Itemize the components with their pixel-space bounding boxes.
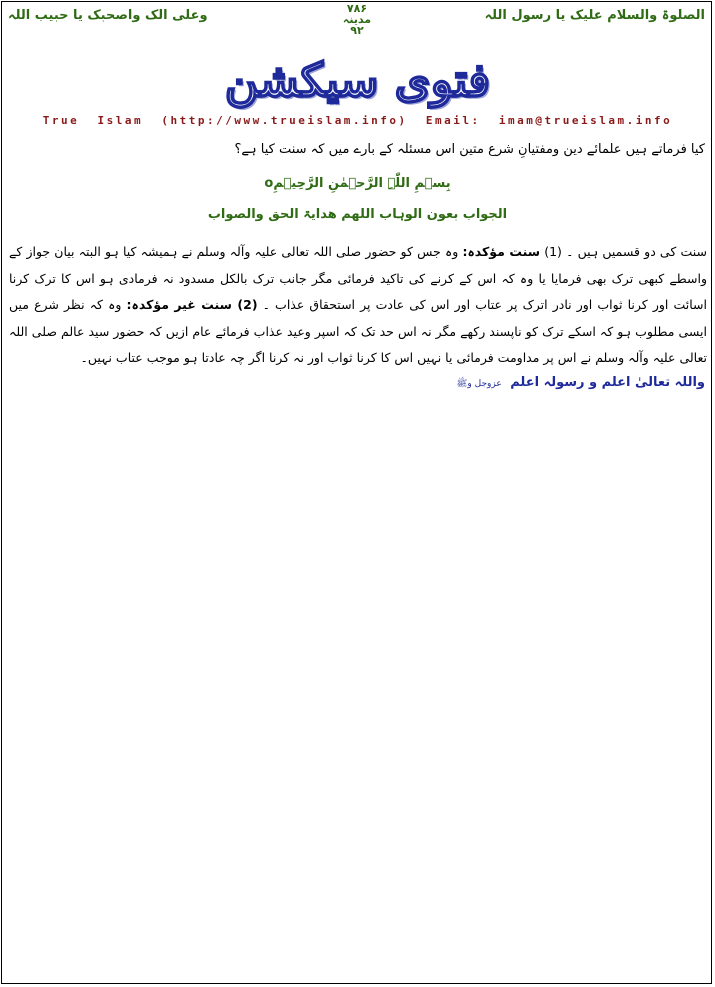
- page-number-bottom: ۹۲: [350, 24, 364, 37]
- page-number-mid: مدینہ: [342, 13, 372, 26]
- page-title: فتوی سیکشن: [224, 53, 491, 107]
- header-salutation-right: الصلوۃ والسلام علیک یا رسول اللہ: [484, 8, 705, 23]
- closing-line: [457, 375, 705, 391]
- answer-body: [9, 239, 707, 372]
- answer-heading: الجواب بعون الوہاب اللھم ھدایۃ الحق والصواب: [207, 207, 508, 222]
- site-email-line: True Islam (http://www.trueislam.info) Email: imam@trueislam.info: [42, 114, 673, 127]
- page-number: [330, 3, 384, 36]
- question-text: کیا فرماتے ہیں علمائے دین ومفتیانِ شرع متین اس مسئلہ کے بارے میں کہ سنت کیا ہے؟: [234, 142, 705, 157]
- answer-intro: سنت کی دو قسمیں ہیں ۔ (1): [540, 244, 707, 259]
- term-sunnat-muakkadah: سنت مؤکدہ:: [462, 244, 541, 259]
- bismillah: بِسۡمِ اللّٰہِ الرَّحۡمٰنِ الرَّحِیۡمِo: [264, 176, 451, 191]
- term-sunnat-ghair-muakkadah: سنت غیر مؤکدہ:: [126, 297, 232, 312]
- definition-sunnat-ghair-muakkadah: وہ کہ نظر شرع میں ایسی مطلوب ہو کہ اسکے ترک کو ناپسند رکھے مگر نہ اس حد تک کہ اسپر وعید عذاب فرمائے عام ازیں کہ حضور سید عالم صلی اللہ تعالی علیہ وآلہ وسلم نے اس پر مداومت فرمائی یا نہیں اس کا کرنا ثواب اور نہ کرنا اگر چہ عادتا ہو موجب عتاب نہیں۔: [9, 297, 707, 365]
- page-number-top: ۷۸۶: [346, 2, 368, 15]
- honorific-glyph: عزوجل وﷺ: [456, 379, 502, 389]
- closing-text: واللہ تعالیٰ اعلم و رسولہ اعلم: [510, 375, 705, 390]
- answer-number-2: (2): [231, 297, 258, 312]
- header-salutation-left: وعلی الک واصحبک یا حبیب اللہ: [8, 8, 208, 23]
- definition-sunnat-muakkadah: وہ جس کو حضور صلی اللہ تعالی علیہ وآلہ وسلم نے ہمیشہ کیا ہو البتہ بیان جواز کے واسطے کبھی ترک بھی فرمایا یا وہ کہ اس کے کرنے کی تاکید فرمائی مگر جانب ترک بالکل مسدود نہ فرمادی ہو اس کا ترک کرنا اسائت اور کرنا ثواب اور نادر اترک پر عتاب اور اس کی عادت پر استحقاق عذاب ۔: [9, 244, 707, 312]
